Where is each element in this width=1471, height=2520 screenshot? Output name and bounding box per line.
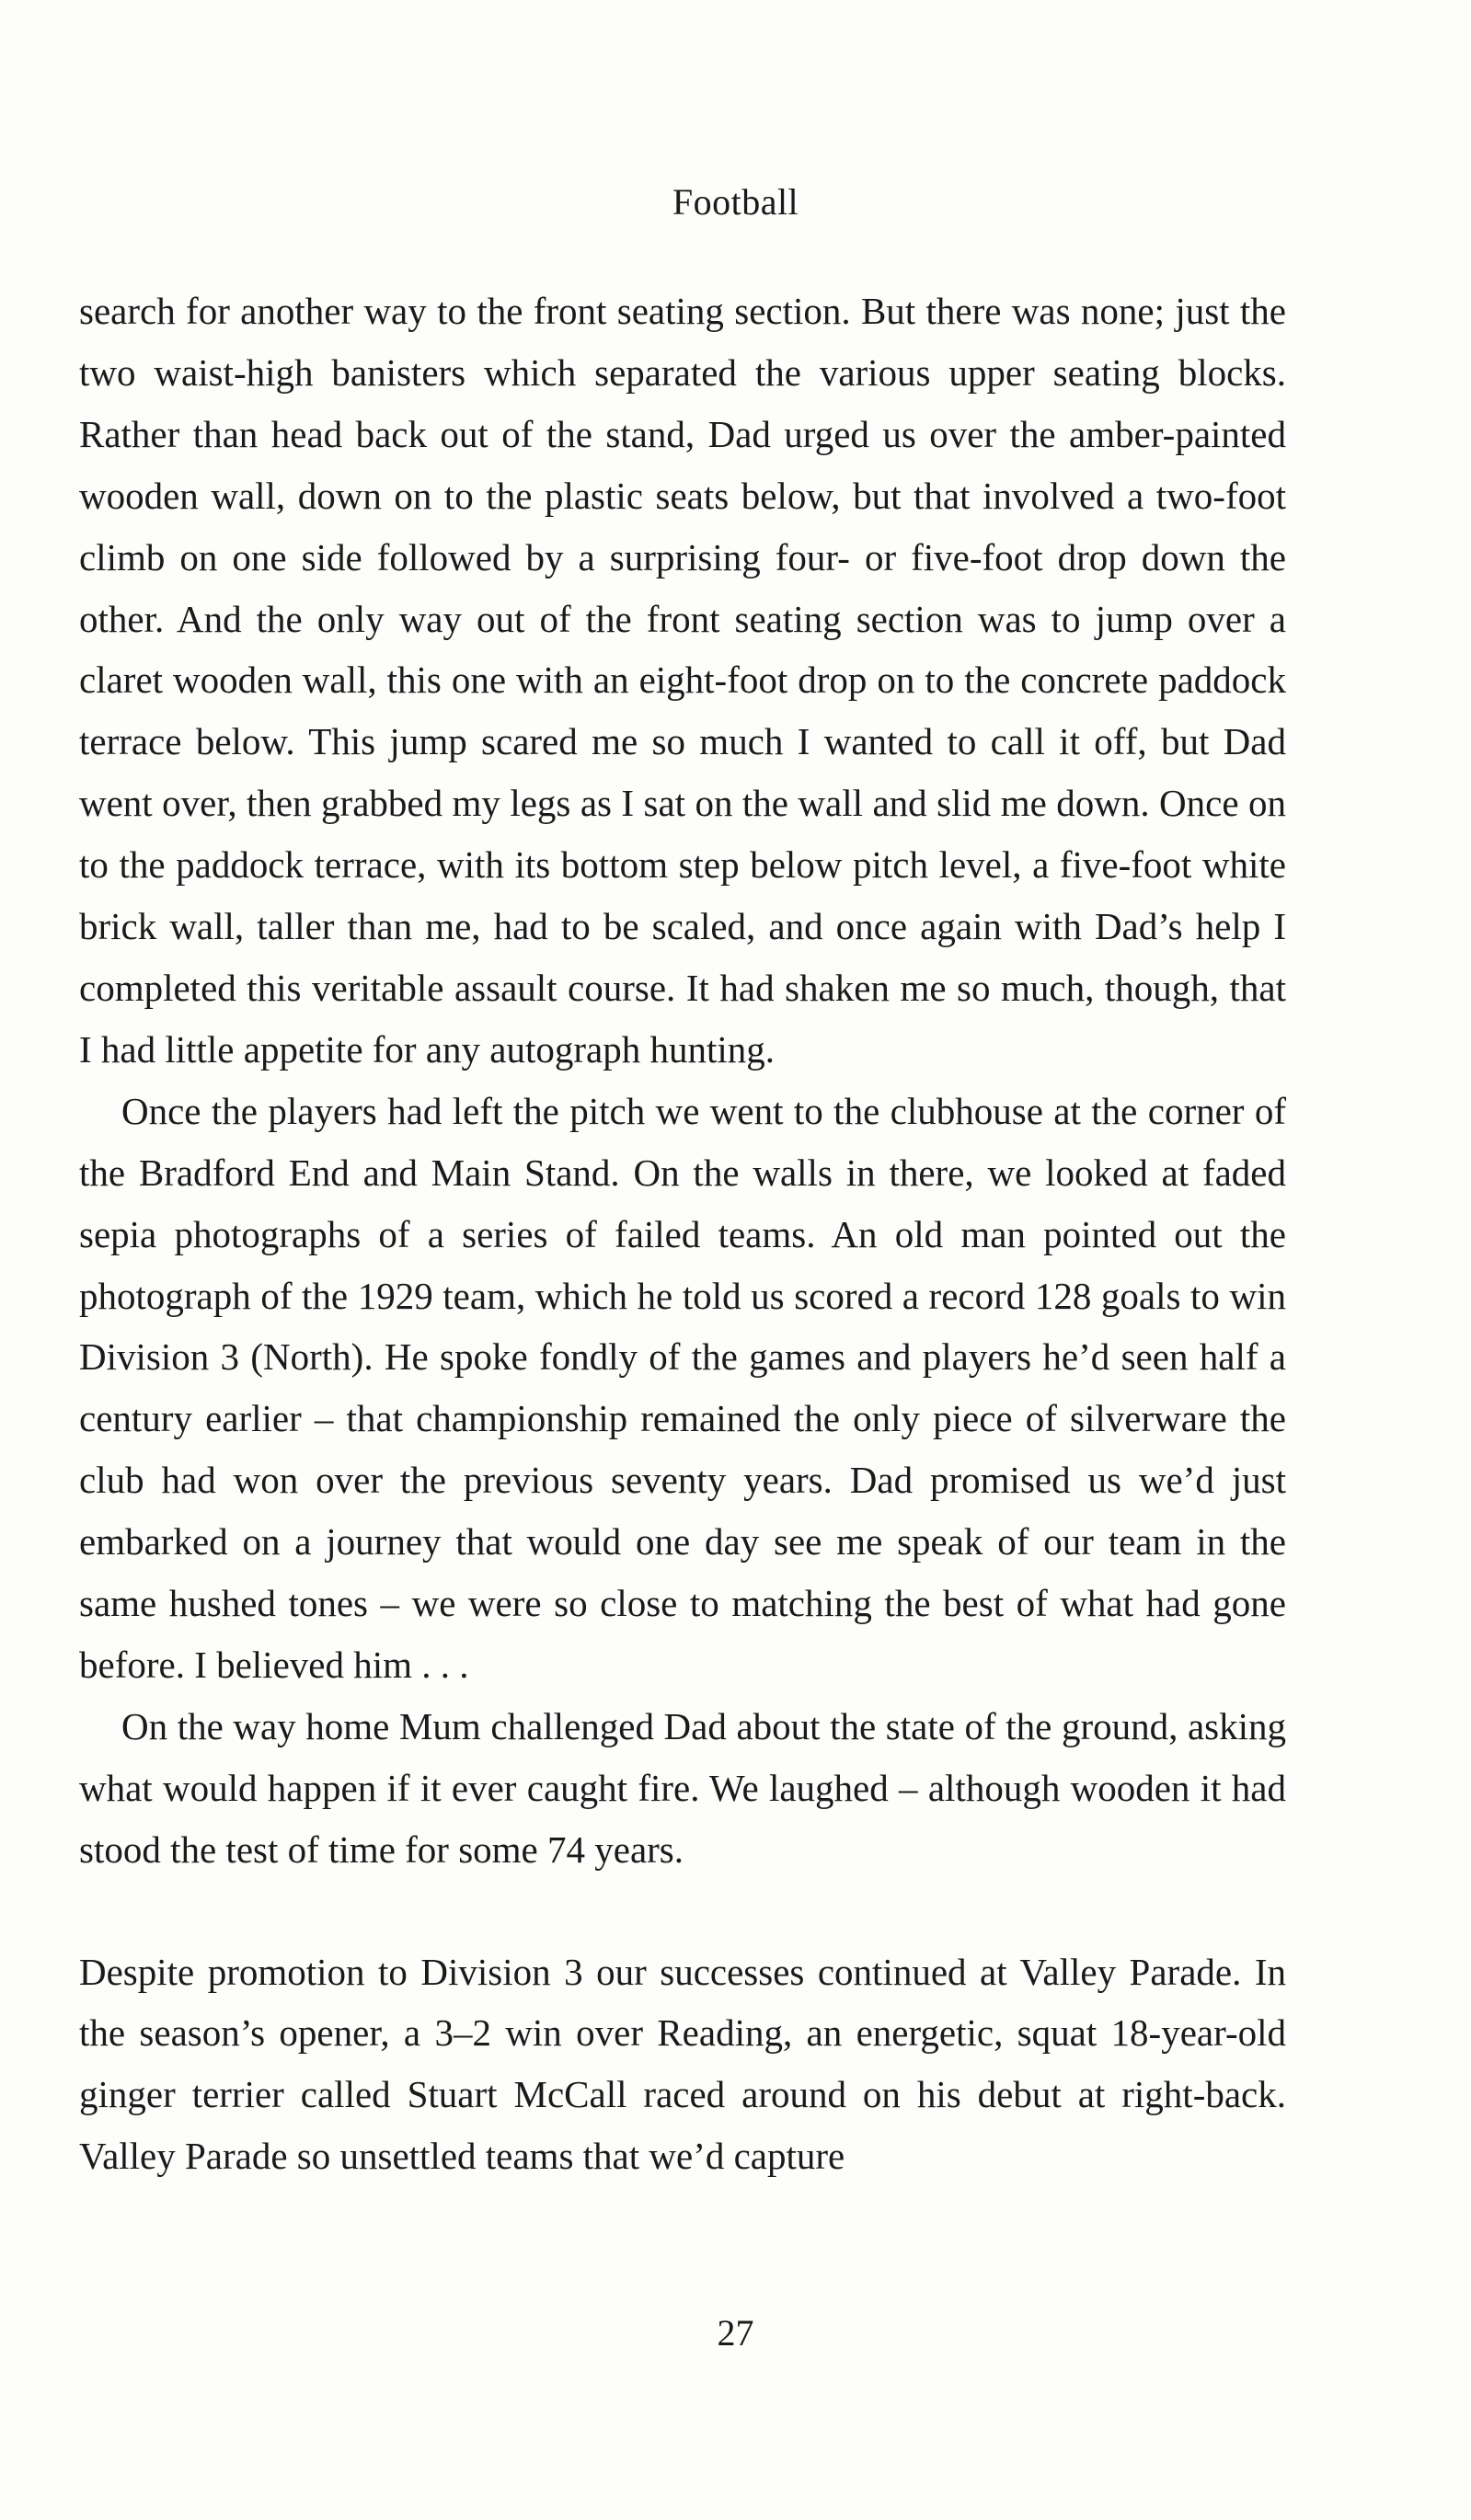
body-text	[79, 281, 1286, 2187]
page-number: 27	[717, 2312, 754, 2354]
running-head-title: Football	[672, 181, 799, 223]
paragraph-clubhouse: Once the players had left the pitch we went to the clubhouse at the corner of the Bradford End and Main Stand. On the walls in there, we looked at faded sepia photographs of a series of failed teams. An old man pointed out the photograph of the 1929 team, which he told us scored a record 128 goals to win Division 3 (North). He spoke fondly of the games and players he’d seen half a century earlier – that championship remained the only piece of silverware the club had won over the previous seventy years. Dad promised us we’d just embarked on a journey that would one day see me speak of our team in the same hushed tones – we were so close to matching the best of what had gone before. I believed him . . .	[79, 1089, 1286, 1686]
paragraph-continuation: search for another way to the front seating section. But there was none; just the two waist-high banisters which separated the various upper seating blocks. Rather than head back out of the stand, Dad urged us over the amber-painted wooden wall, down on to the plastic seats below, but that involved a two-foot climb on one side followed by a surprising four- or five-foot drop down the other. And the only way out of the front seating section was to jump over a claret wooden wall, this one with an eight-foot drop on to the concrete paddock terrace below. This jump scared me so much I wanted to call it off, but Dad went over, then grabbed my legs as I sat on the wall and slid me down. Once on to the paddock terrace, with its bottom step below pitch level, a five-foot white brick wall, taller than me, had to be scaled, and once again with Dad’s help I completed this veritable assault course. It had shaken me so much, though, that I had little appetite for any autograph hunting.	[79, 290, 1286, 1071]
paragraph-new-section: Despite promotion to Division 3 our successes continued at Valley Parade. In the season’s opener, a 3–2 win over Reading, an energetic, squat 18-year-old ginger terrier called Stuart McCall raced around on his debut at right-back. Valley Parade so unsettled teams that we’d capture	[79, 1950, 1286, 2178]
section-break	[79, 1881, 1286, 1942]
paragraph-way-home: On the way home Mum challenged Dad about the state of the ground, asking what would happen if it ever caught fire. We laughed – although wooden it had stood the test of time for some 74 years.	[79, 1704, 1286, 1871]
